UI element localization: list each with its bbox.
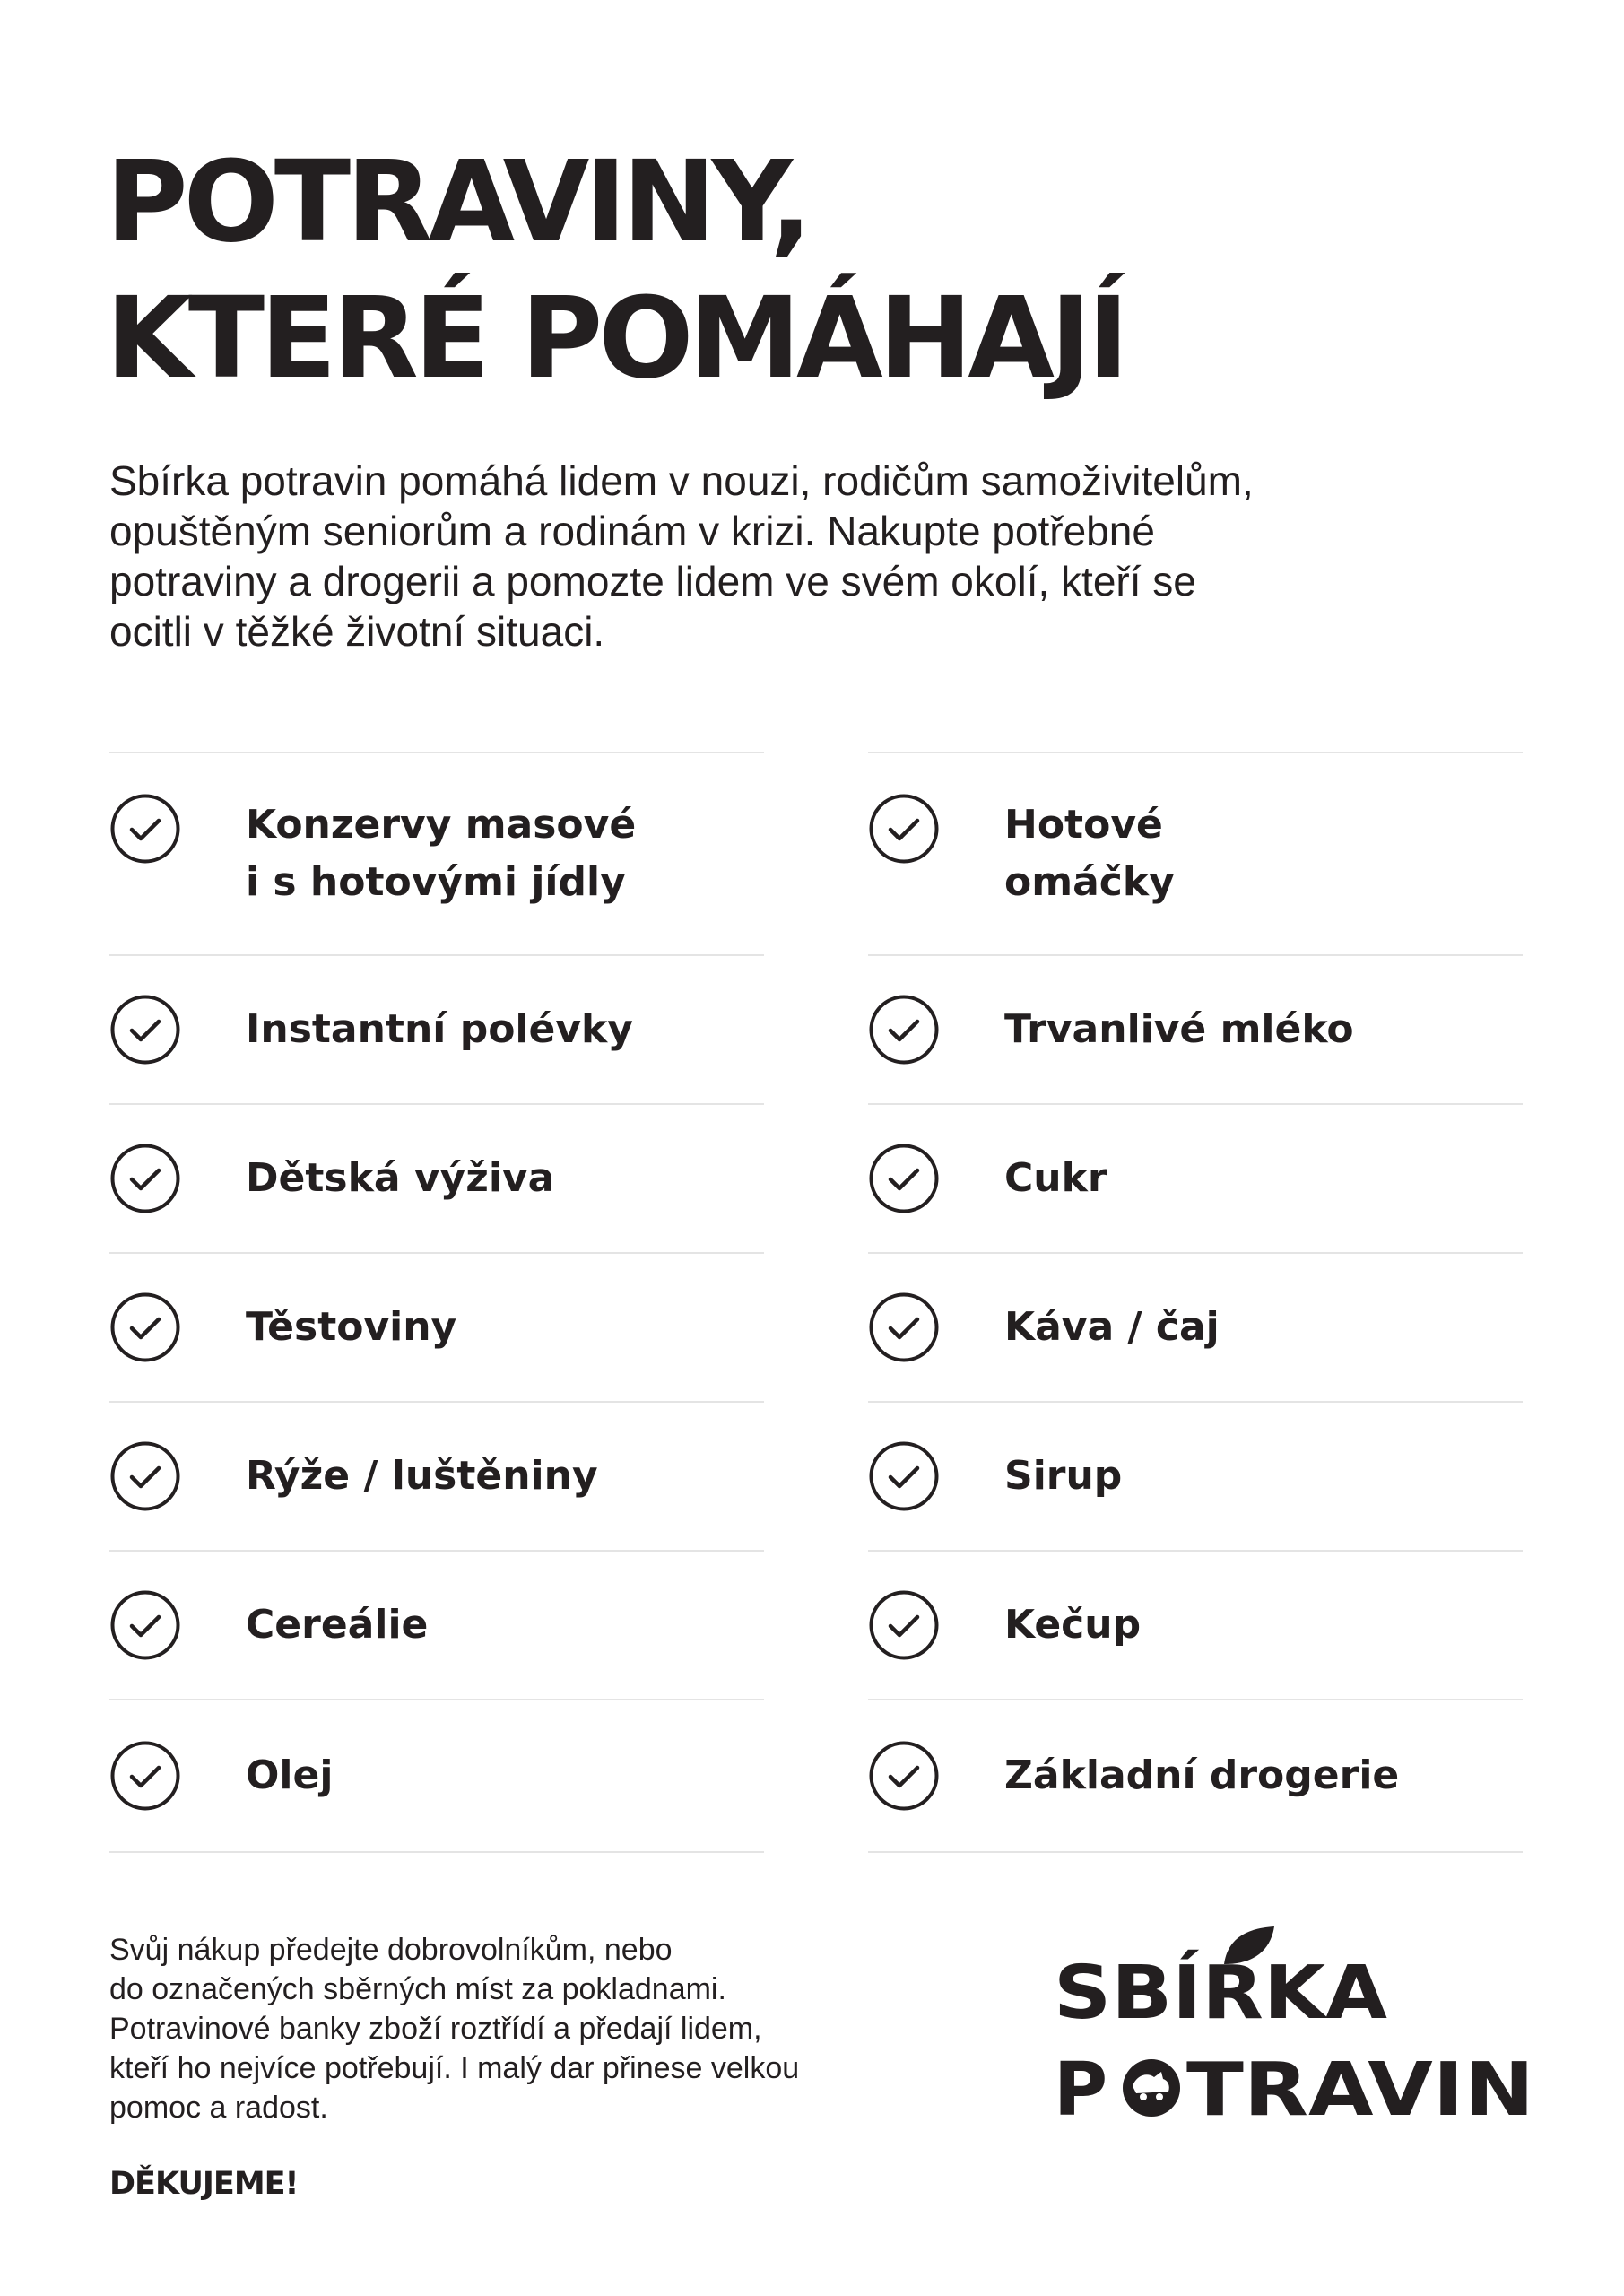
logo-line-2-end: TRAVIN bbox=[1186, 2048, 1534, 2133]
item-label-line: Hotové bbox=[1004, 802, 1163, 848]
list-item bbox=[868, 1699, 1523, 1853]
item-label-line: omáčky bbox=[1004, 859, 1175, 905]
check-circle-icon bbox=[868, 1440, 940, 1512]
list-item bbox=[109, 752, 764, 954]
list-item bbox=[109, 954, 764, 1103]
item-label bbox=[1004, 1448, 1122, 1505]
thanks-text: DĚKUJEME! bbox=[109, 2166, 299, 2202]
list-item bbox=[109, 1252, 764, 1401]
item-label bbox=[1004, 1150, 1107, 1207]
item-label-line: Kečup bbox=[1004, 1602, 1142, 1648]
intro-paragraph bbox=[109, 456, 1526, 657]
item-label bbox=[246, 1299, 456, 1356]
check-circle-icon bbox=[109, 1740, 181, 1812]
item-label-line: Rýže / luštěniny bbox=[246, 1453, 598, 1499]
item-label bbox=[1004, 1001, 1354, 1058]
item-label-line: Dětská výživa bbox=[246, 1155, 555, 1201]
list-item bbox=[868, 1252, 1523, 1401]
footer-line: kteří ho nejvíce potřebují. I malý dar přinese velkou bbox=[109, 2051, 800, 2085]
check-circle-icon bbox=[868, 1143, 940, 1214]
logo-line-1: SBÍRKA bbox=[1054, 1951, 1361, 2036]
list-item bbox=[868, 1103, 1523, 1252]
item-label-line: Káva / čaj bbox=[1004, 1304, 1220, 1350]
items-list-right bbox=[868, 752, 1523, 1853]
intro-line: opuštěným seniorům a rodinám v krizi. Nakupte potřebné bbox=[109, 508, 1155, 554]
footer-paragraph bbox=[109, 1930, 970, 2127]
list-item bbox=[109, 1401, 764, 1550]
list-item bbox=[868, 954, 1523, 1103]
item-label-line: Sirup bbox=[1004, 1453, 1123, 1499]
check-circle-icon bbox=[868, 994, 940, 1065]
check-circle-icon bbox=[868, 793, 940, 865]
check-circle-icon bbox=[868, 1740, 940, 1812]
check-circle-icon bbox=[109, 793, 181, 865]
footer-line: Potravinové banky zboží roztřídí a předají lidem, bbox=[109, 2012, 762, 2046]
footer-line: pomoc a radost. bbox=[109, 2091, 328, 2125]
title-line: KTERÉ POMÁHAJÍ bbox=[106, 274, 1125, 404]
item-label bbox=[246, 1448, 598, 1505]
list-item bbox=[109, 1103, 764, 1252]
item-label bbox=[1004, 1299, 1220, 1356]
list-item bbox=[868, 1401, 1523, 1550]
intro-line: ocitli v těžké životní situaci. bbox=[109, 608, 605, 655]
item-label-line: Základní drogerie bbox=[1004, 1752, 1400, 1798]
item-label-line: Cereálie bbox=[246, 1602, 429, 1648]
check-circle-icon bbox=[109, 994, 181, 1065]
title-line: POTRAVINY, bbox=[106, 137, 808, 267]
item-label-line: i s hotovými jídly bbox=[246, 859, 626, 905]
item-label-line: Konzervy masové bbox=[246, 802, 637, 848]
intro-line: Sbírka potravin pomáhá lidem v nouzi, rodičům samoživitelům, bbox=[109, 457, 1254, 504]
list-item bbox=[868, 752, 1523, 954]
item-label bbox=[246, 1150, 554, 1207]
item-label-line: Trvanlivé mléko bbox=[1004, 1006, 1354, 1052]
list-item bbox=[109, 1699, 764, 1853]
logo-line-2-start: P bbox=[1054, 2048, 1108, 2133]
footer-line: Svůj nákup předejte dobrovolníkům, nebo bbox=[109, 1933, 673, 1967]
page-title bbox=[106, 135, 1125, 407]
item-label bbox=[246, 796, 636, 911]
check-circle-icon bbox=[109, 1292, 181, 1363]
sbirka-potravin-logo bbox=[1054, 1919, 1538, 2135]
item-label bbox=[1004, 1747, 1399, 1805]
item-label bbox=[246, 1001, 633, 1058]
check-circle-icon bbox=[109, 1589, 181, 1661]
check-circle-icon bbox=[109, 1440, 181, 1512]
item-label bbox=[246, 1747, 333, 1805]
intro-line: potraviny a drogerii a pomozte lidem ve svém okolí, kteří se bbox=[109, 558, 1196, 604]
check-circle-icon bbox=[868, 1292, 940, 1363]
check-circle-icon bbox=[868, 1589, 940, 1661]
list-item bbox=[868, 1550, 1523, 1699]
items-list-left bbox=[109, 752, 764, 1853]
footer-line: do označených sběrných míst za pokladnami. bbox=[109, 1972, 726, 2006]
item-label-line: Olej bbox=[246, 1752, 334, 1798]
list-item bbox=[109, 1550, 764, 1699]
item-label-line: Těstoviny bbox=[246, 1304, 457, 1350]
check-circle-icon bbox=[109, 1143, 181, 1214]
item-label bbox=[1004, 1596, 1141, 1654]
logo-emblem bbox=[1123, 2059, 1180, 2117]
item-label-line: Cukr bbox=[1004, 1155, 1107, 1201]
item-label bbox=[1004, 796, 1175, 911]
item-label bbox=[246, 1596, 428, 1654]
item-label-line: Instantní polévky bbox=[246, 1006, 633, 1052]
